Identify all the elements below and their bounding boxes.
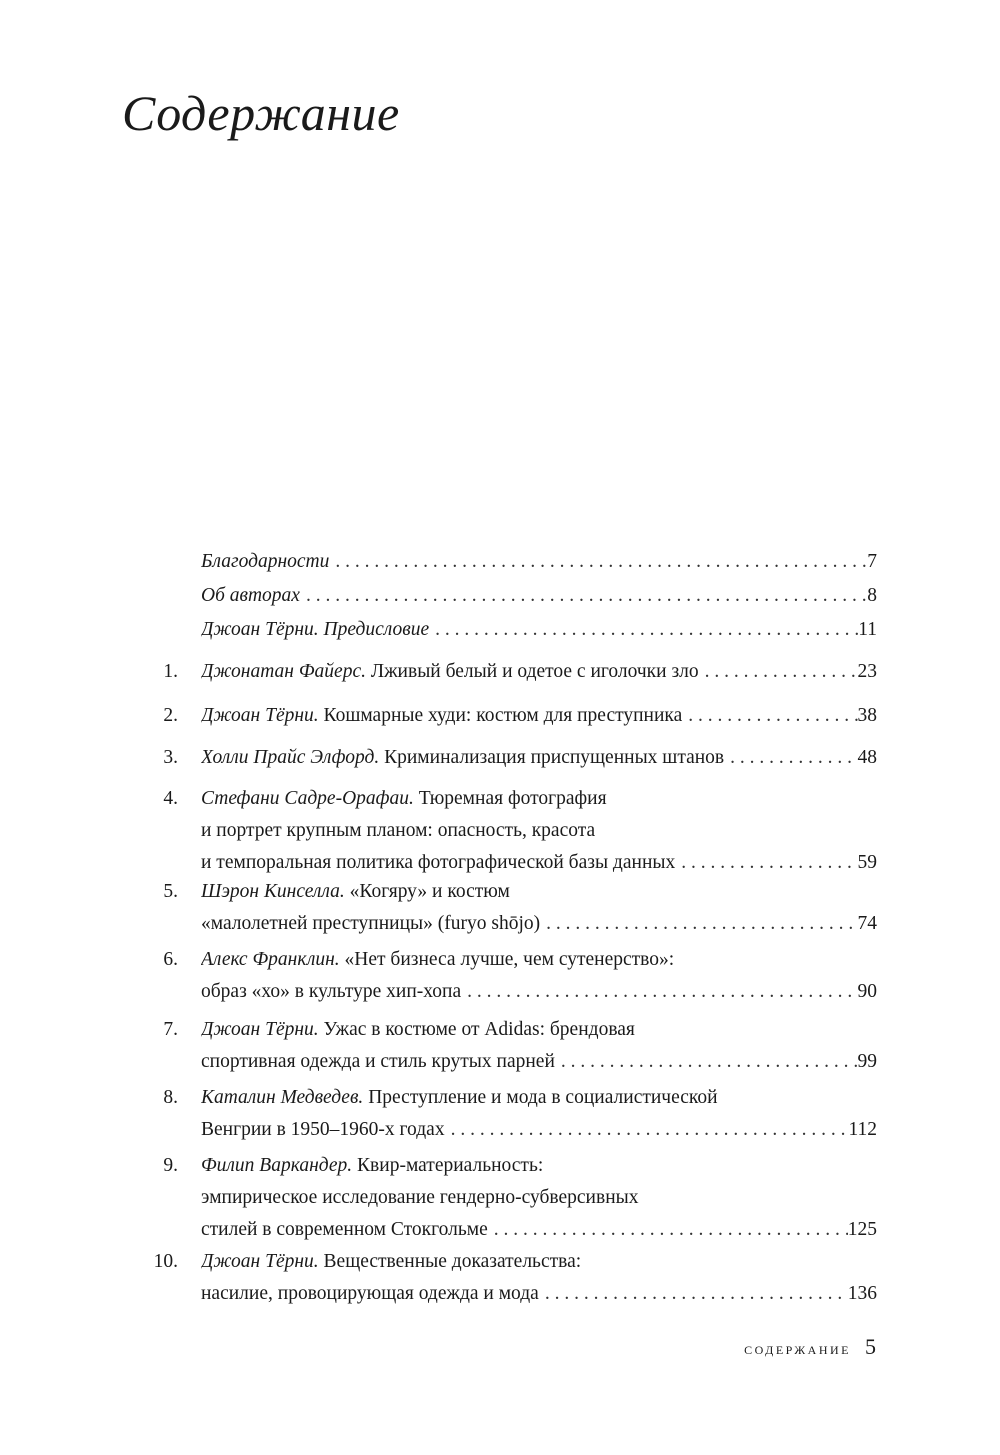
chapter-title-line: образ «хо» в культуре хип-хопа — [201, 981, 462, 1002]
chapter-author: Стефани Садре-Орафаи. — [201, 788, 414, 809]
chapter-title-line: Криминализация приспущенных штанов — [384, 747, 725, 768]
chapter-title-line: Венгрии в 1950–1960-х годах — [201, 1119, 445, 1140]
footer-page-number: 5 — [865, 1334, 876, 1359]
chapter-title-line: Преступление и мода в социалистической — [368, 1087, 718, 1108]
chapter-title-line: Вещественные доказательства: — [323, 1251, 582, 1272]
entry-page-number: 74 — [857, 913, 877, 934]
entry-page-number: 23 — [857, 661, 877, 682]
chapter-number: 2. — [163, 705, 178, 726]
entry-page-number: 112 — [848, 1119, 877, 1140]
entry-page-number: 7 — [867, 551, 877, 572]
dot-leader — [539, 1278, 848, 1310]
entry-page-number: 99 — [857, 1051, 877, 1072]
dot-leader — [675, 847, 857, 879]
entry-page-number: 136 — [847, 1283, 877, 1304]
chapter-title-line: Ужас в костюме от Adidas: брендовая — [323, 1019, 635, 1040]
entry-page-number: 11 — [858, 619, 877, 640]
dot-leader — [429, 614, 858, 646]
entry-title: Благодарности — [201, 551, 330, 572]
chapter-number: 10. — [153, 1251, 178, 1272]
chapter-title-line: эмпирическое исследование гендерно-субверсивных — [201, 1187, 639, 1208]
chapter-title-line: и портрет крупным планом: опасность, красота — [201, 820, 596, 841]
dot-leader — [540, 908, 857, 940]
chapter-number: 4. — [163, 788, 178, 809]
chapter-title-line: Кошмарные худи: костюм для преступника — [323, 705, 683, 726]
chapter-author: Шэрон Кинселла. — [201, 881, 345, 902]
entry-page-number: 8 — [867, 585, 877, 606]
entry-page-number: 48 — [857, 747, 877, 768]
chapter-title-line: спортивная одежда и стиль крутых парней — [201, 1051, 555, 1072]
chapter-title-line: Лживый белый и одетое с иголочки зло — [370, 661, 699, 682]
chapter-author: Джоан Тёрни. — [201, 1251, 319, 1272]
entry-page-number: 59 — [857, 852, 877, 873]
dot-leader — [300, 580, 867, 612]
chapter-title-line: Квир-материальность: — [357, 1155, 544, 1176]
chapter-title-line: «малолетней преступницы» (furyo shōjo) — [201, 913, 541, 934]
chapter-number: 5. — [163, 881, 178, 902]
dot-leader — [724, 742, 857, 774]
entry-title: Джоан Тёрни. Предисловие — [201, 619, 430, 640]
dot-leader — [329, 546, 867, 578]
entry-title: Об авторах — [201, 585, 300, 606]
dot-leader — [682, 700, 857, 732]
dot-leader — [699, 656, 858, 688]
dot-leader — [445, 1114, 849, 1146]
chapter-number: 6. — [163, 949, 178, 970]
dot-leader — [461, 976, 857, 1008]
chapter-author: Джоан Тёрни. — [201, 1019, 319, 1040]
running-footer — [744, 1334, 876, 1360]
chapter-number: 3. — [163, 747, 178, 768]
chapter-title-line: «Нет бизнеса лучше, чем сутенерство»: — [344, 949, 675, 970]
chapter-title-line: и темпоральная политика фотографической базы данных — [201, 852, 676, 873]
chapter-author: Филип Варкандер. — [201, 1155, 353, 1176]
footer-section-label: содержание — [744, 1339, 851, 1358]
chapter-author: Каталин Медведев. — [201, 1087, 364, 1108]
chapter-title-line: Тюремная фотография — [418, 788, 607, 809]
dot-leader — [488, 1214, 848, 1246]
entry-page-number: 38 — [857, 705, 877, 726]
chapter-title-line: насилие, провоцирующая одежда и мода — [201, 1283, 539, 1304]
chapter-author: Джонатан Файерс. — [201, 661, 366, 682]
chapter-author: Джоан Тёрни. — [201, 705, 319, 726]
chapter-author: Алекс Франклин. — [201, 949, 340, 970]
chapter-title-line: «Когяру» и костюм — [349, 881, 510, 902]
chapter-number: 7. — [163, 1019, 178, 1040]
chapter-number: 8. — [163, 1087, 178, 1108]
entry-page-number: 90 — [857, 981, 877, 1002]
entry-page-number: 125 — [847, 1219, 877, 1240]
chapter-author: Холли Прайс Элфорд. — [201, 747, 380, 768]
page-title: Содержание — [122, 85, 400, 141]
chapter-number: 1. — [163, 661, 178, 682]
dot-leader — [555, 1046, 858, 1078]
chapter-number: 9. — [163, 1155, 178, 1176]
chapter-title-line: стилей в современном Стокгольме — [201, 1219, 488, 1240]
